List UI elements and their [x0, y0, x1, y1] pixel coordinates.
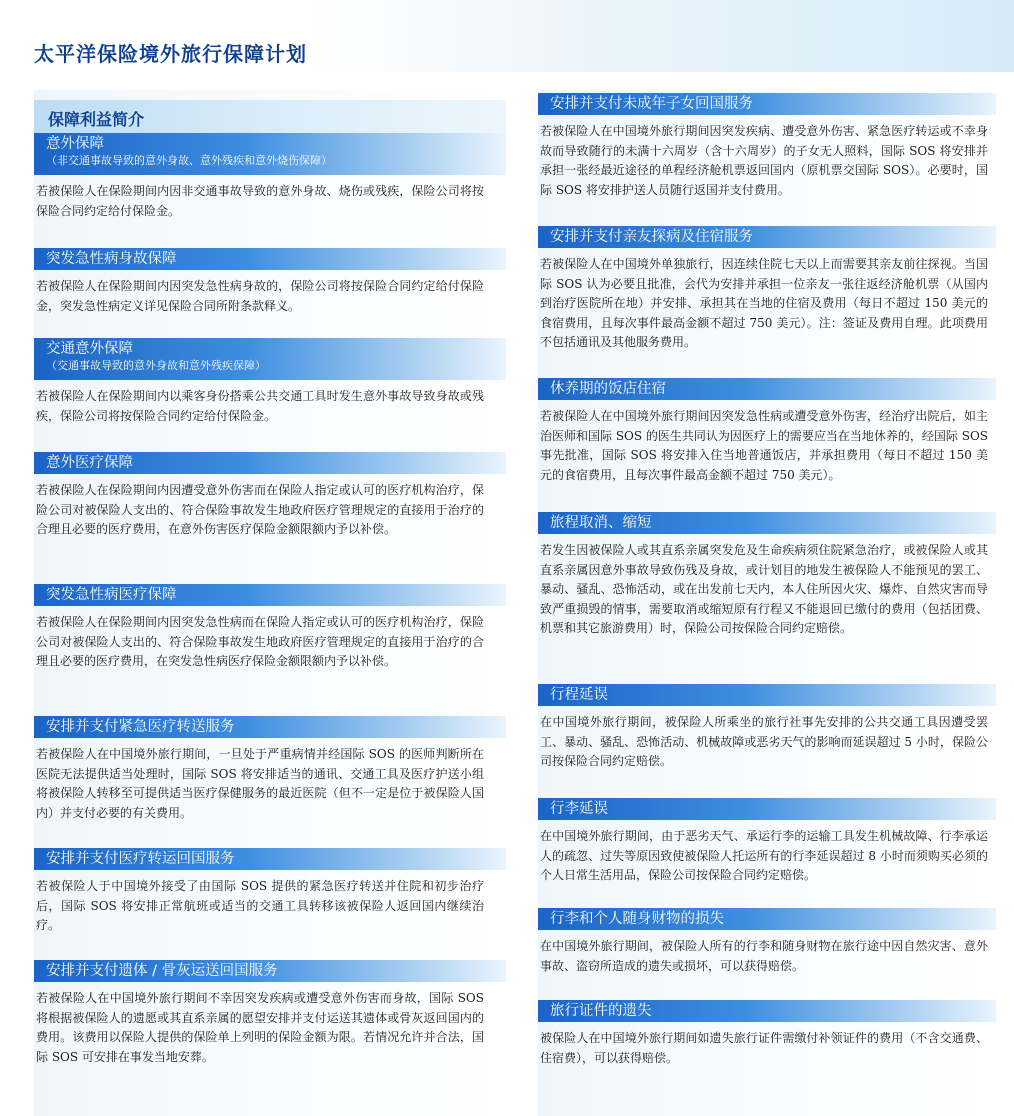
section-baggage-delay — [538, 798, 996, 886]
section-subtitle: （交通事故导致的意外身故和意外残疾保障） — [46, 359, 266, 372]
section-traffic-accident — [34, 338, 506, 426]
section-header — [34, 248, 506, 270]
section-header — [34, 716, 506, 738]
section-convalescence-hotel — [538, 378, 996, 485]
section-title: 行程延误 — [550, 687, 608, 703]
section-header — [34, 452, 506, 474]
section-header — [538, 1000, 996, 1022]
section-trip-delay — [538, 684, 996, 772]
summary-heading-bar — [34, 100, 506, 134]
section-title: 突发急性病身故保障 — [46, 251, 177, 267]
section-body: 若被保险人在中国境外旅行期间，一旦处于严重病情并经国际 SOS 的医师判断所在医院无法提供适当处理时，国际 SOS 将安排适当的通讯、交通工具及医疗护送小组将被保险人转移至可提供适当医疗保健服务的最近医院（但不一定是位于被保险人国内）并支付必要的有关费用。 — [36, 747, 484, 820]
section-accident-medical — [34, 452, 506, 540]
section-illness-death — [34, 248, 506, 316]
section-title: 意外保障 — [46, 136, 104, 152]
section-body: 在中国境外旅行期间，被保险人所有的行李和随身财物在旅行途中因自然灾害、意外事故、盗窃所造成的遗失或损坏，可以获得赔偿。 — [540, 939, 988, 973]
left-column — [34, 90, 506, 1116]
section-header — [538, 512, 996, 534]
section-trip-cancellation — [538, 512, 996, 639]
section-body: 若被保险人在中国境外单独旅行，因连续住院七天以上而需要其亲友前往探视。当国际 SOS 认为必要且批准，会代为安排并承担一位亲友一张往返经济舱机票（从国内到治疗医院所在地）并安排、承担其在当地的住宿及费用（每日不超过 150 美元的食宿费用，且每次事件最高金额不超过 750 美元）。注：签证及费用自理。此项费用不包括通讯及其他服务费用。 — [540, 257, 988, 350]
section-header — [538, 684, 996, 706]
section-title: 交通意外保障 — [46, 341, 133, 357]
section-title: 安排并支付遗体 / 骨灰运送回国服务 — [46, 963, 278, 979]
section-body: 若被保险人在保险期间内以乘客身份搭乘公共交通工具时发生意外事故导致身故或残疾，保险公司将按保险合同约定给付保险金。 — [36, 389, 484, 423]
section-medical-repatriation — [34, 848, 506, 936]
section-header — [34, 338, 506, 380]
section-header — [538, 93, 996, 115]
section-header — [538, 908, 996, 930]
section-body: 若被保险人在中国境外旅行期间因突发疾病、遭受意外伤害、紧急医疗转运或不幸身故而导致随行的未满十六周岁（含十六周岁）的子女无人照料，国际 SOS 将安排并承担一张经最近途径的单程经济舱机票返回国内（原机票交国际 SOS）。必要时，国际 SOS 将安排护送人员随行返国并支付费用。 — [540, 124, 988, 197]
section-travel-documents — [538, 1000, 996, 1068]
section-body: 若被保险人在保险期间内因遭受意外伤害而在保险人指定或认可的医疗机构治疗，保险公司对被保险人支出的、符合保险事故发生地政府医疗管理规定的直接用于治疗的合理且必要的医疗费用，在意外伤害医疗保险金额限额内予以补偿。 — [36, 483, 484, 537]
section-title: 旅程取消、缩短 — [550, 515, 652, 531]
section-body: 在中国境外旅行期间，由于恶劣天气、承运行李的运输工具发生机械故障、行李承运人的疏忽、过失等原因致使被保险人托运所有的行李延误超过 8 小时而须购买必须的个人日常生活用品，保险公司按保险合同约定赔偿。 — [540, 829, 988, 883]
section-body: 被保险人在中国境外旅行期间如遗失旅行证件需缴付补领证件的费用（不含交通费、住宿费），可以获得赔偿。 — [540, 1031, 988, 1065]
section-title: 突发急性病医疗保障 — [46, 587, 177, 603]
section-remains-repatriation — [34, 960, 506, 1067]
section-header — [538, 226, 996, 248]
section-body: 在中国境外旅行期间，被保险人所乘坐的旅行社事先安排的公共交通工具因遭受罢工、暴动、骚乱、恐怖活动、机械故障或恶劣天气的影响而延误超过 5 小时，保险公司按保险合同约定赔偿。 — [540, 715, 988, 769]
section-title: 安排并支付未成年子女回国服务 — [550, 96, 753, 112]
section-body: 若被保险人在保险期间内因突发急性病身故的，保险公司将按保险合同约定给付保险金，突发急性病定义详见保险合同所附条款释义。 — [36, 279, 484, 313]
summary-heading: 保障利益简介 — [48, 110, 145, 129]
section-header — [34, 133, 506, 175]
section-title: 旅行证件的遗失 — [550, 1003, 652, 1019]
section-body: 若被保险人在保险期间内因非交通事故导致的意外身故、烧伤或残疾，保险公司将按保险合同约定给付保险金。 — [36, 184, 484, 218]
section-title: 安排并支付医疗转运回国服务 — [46, 851, 235, 867]
section-header — [34, 848, 506, 870]
page-title: 太平洋保险境外旅行保障计划 — [34, 42, 307, 66]
section-family-visit — [538, 226, 996, 353]
section-title: 休养期的饭店住宿 — [550, 381, 666, 397]
section-illness-medical — [34, 584, 506, 672]
section-accident — [34, 133, 506, 221]
section-title: 行李延误 — [550, 801, 608, 817]
section-body: 若被保险人在中国境外旅行期间不幸因突发疾病或遭受意外伤害而身故，国际 SOS 将根据被保险人的遗愿或其直系亲属的愿望安排并支付运送其遗体或骨灰返回国内的费用。该费用以保险人提供的保险单上列明的保险金额为限。若情况允许并合法，国际 SOS 可安排在事发当地安葬。 — [36, 991, 484, 1064]
section-subtitle: （非交通事故导致的意外身故、意外残疾和意外烧伤保障） — [46, 154, 332, 167]
section-title: 安排并支付亲友探病及住宿服务 — [550, 229, 753, 245]
section-title: 意外医疗保障 — [46, 455, 133, 471]
section-body: 若被保险人在中国境外旅行期间因突发急性病或遭受意外伤害，经治疗出院后，如主治医师和国际 SOS 的医生共同认为因医疗上的需要应当在当地休养的，经国际 SOS 事先批准，国际 SOS 将安排入住当地普通饭店，并承担费用（每日不超过 150 美元的食宿费用，且每次事件最高金额不超过 750 美元）。 — [540, 409, 989, 482]
section-header — [538, 798, 996, 820]
section-header — [538, 378, 996, 400]
section-title: 安排并支付紧急医疗转送服务 — [46, 719, 235, 735]
section-baggage-loss — [538, 908, 996, 976]
section-header — [34, 960, 506, 982]
section-body: 若被保险人在保险期间内因突发急性病而在保险人指定或认可的医疗机构治疗，保险公司对被保险人支出的、符合保险事故发生地政府医疗管理规定的直接用于治疗的合理且必要的医疗费用，在突发急性病医疗保险金额限额内予以补偿。 — [36, 615, 484, 669]
section-body: 若被保险人于中国境外接受了由国际 SOS 提供的紧急医疗转送并住院和初步治疗后，国际 SOS 将安排正常航班或适当的交通工具转移该被保险人返回国内继续治疗。 — [36, 879, 484, 933]
section-emergency-transport — [34, 716, 506, 823]
section-body: 若发生因被保险人或其直系亲属突发危及生命疾病须住院紧急治疗，或被保险人或其直系亲属因意外事故导致伤残及身故，或计划目的地发生被保险人不能预见的罢工、暴动、骚乱、恐怖活动，或在出发前七天内，本人住所因火灾、爆炸、自然灾害而导致严重损毁的情事，需要取消或缩短原有行程又不能退回已缴付的费用（包括团费、机票和其它旅游费用）时，保险公司按保险合同约定赔偿。 — [540, 543, 988, 636]
section-minor-children — [538, 93, 996, 200]
right-column — [538, 90, 996, 1116]
section-header — [34, 584, 506, 606]
section-title: 行李和个人随身财物的损失 — [550, 911, 724, 927]
